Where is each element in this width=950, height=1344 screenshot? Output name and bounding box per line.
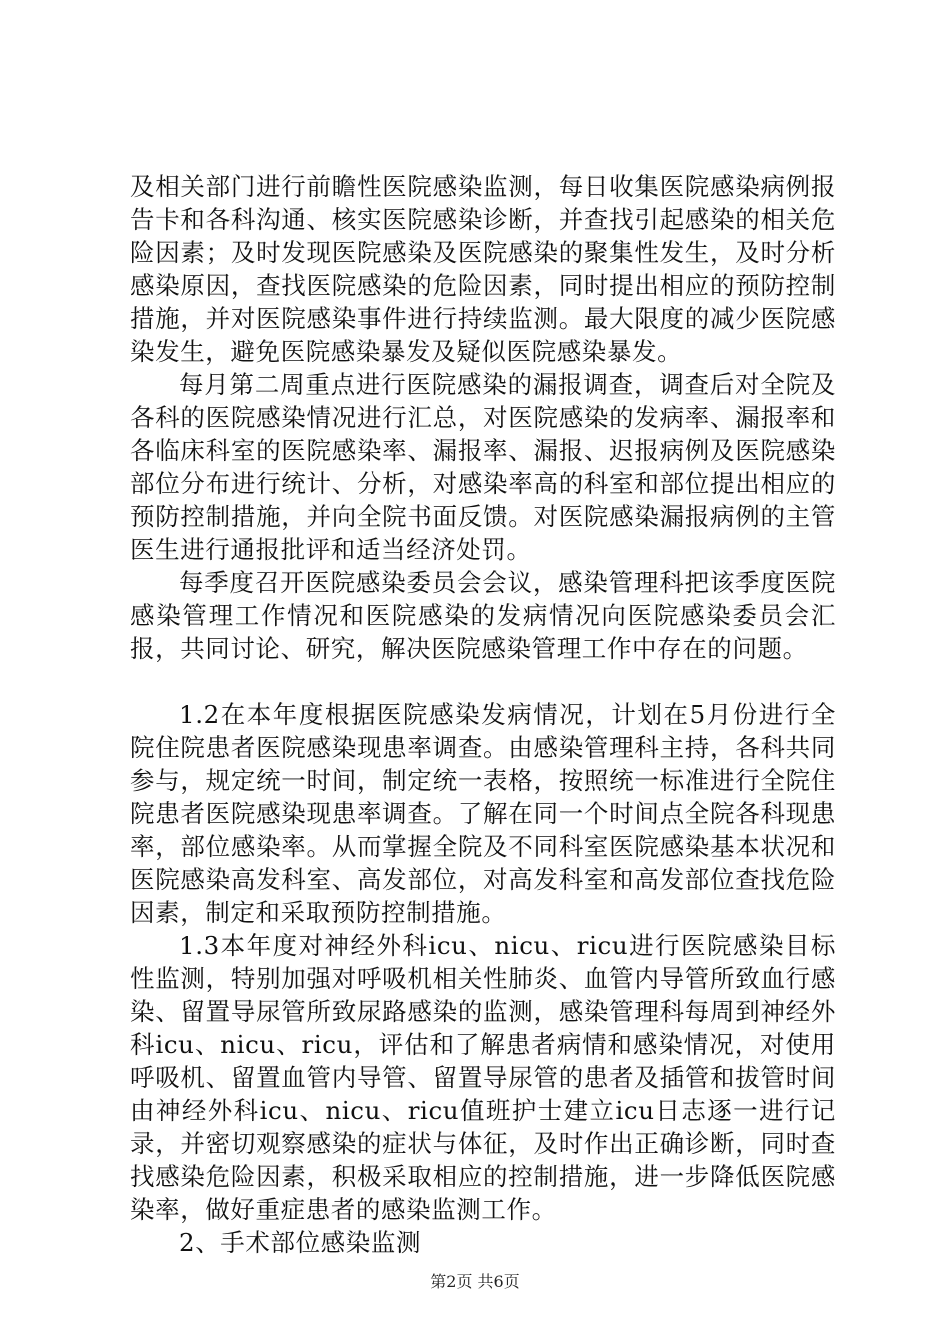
paragraph-quarterly-meeting: 每季度召开医院感染委员会会议，感染管理科把该季度医院感染管理工作情况和医院感染的发病情况向医院感染委员会汇报，共同讨论、研究，解决医院感染管理工作中存在的问题。 [130, 568, 836, 663]
paragraph-section-2-heading: 2、手术部位感染监测 [179, 1228, 422, 1257]
paragraph-section-1-3: 1.3本年度对神经外科icu、nicu、ricu进行医院感染目标性监测，特别加强对呼吸机相关性肺炎、血管内导管所致血行感染、留置导尿管所致尿路感染的监测，感染管理科每周到神经外科icu、nicu、ricu，评估和了解患者病情和感染情况，对使用呼吸机、留置血管内导管、留置导尿管的患者及插管和拔管时间由神经外科icu、nicu、ricu值班护士建立icu日志逐一进行记录，并密切观察感染的症状与体征，及时作出正确诊断，同时查找感染危险因素，积极采取相应的控制措施，进一步降低医院感染率，做好重症患者的感染监测工作。 [130, 931, 836, 1224]
paragraph-continuation: 及相关部门进行前瞻性医院感染监测，每日收集医院感染病例报告卡和各科沟通、核实医院感染诊断，并查找引起感染的相关危险因素；及时发现医院感染及医院感染的聚集性发生，及时分析感染原因，查找医院感染的危险因素，同时提出相应的预防控制措施，并对医院感染事件进行持续监测。最大限度的减少医院感染发生，避免医院感染暴发及疑似医院感染暴发。 [130, 172, 836, 366]
paragraph-monthly-survey: 每月第二周重点进行医院感染的漏报调查，调查后对全院及各科的医院感染情况进行汇总，对医院感染的发病率、漏报率和各临床科室的医院感染率、漏报率、漏报、迟报病例及医院感染部位分布进行统计、分析，对感染率高的科室和部位提出相应的预防控制措施，并向全院书面反馈。对医院感染漏报病例的主管医生进行通报批评和适当经济处罚。 [130, 370, 836, 564]
paragraph-spacer [130, 665, 836, 698]
paragraph-section-1-2: 1.2在本年度根据医院感染发病情况，计划在5月份进行全院住院患者医院感染现患率调查。由感染管理科主持，各科共同参与，规定统一时间，制定统一表格，按照统一标准进行全院住院患者医院感染现患率调查。了解在同一个时间点全院各科现患率，部位感染率。从而掌握全院及不同科室医院感染基本状况和医院感染高发科室、高发部位，对高发科室和高发部位查找危险因素，制定和采取预防控制措施。 [130, 700, 836, 927]
document-body [130, 170, 836, 1259]
page-footer: 第2页 共6页 [430, 1272, 520, 1291]
